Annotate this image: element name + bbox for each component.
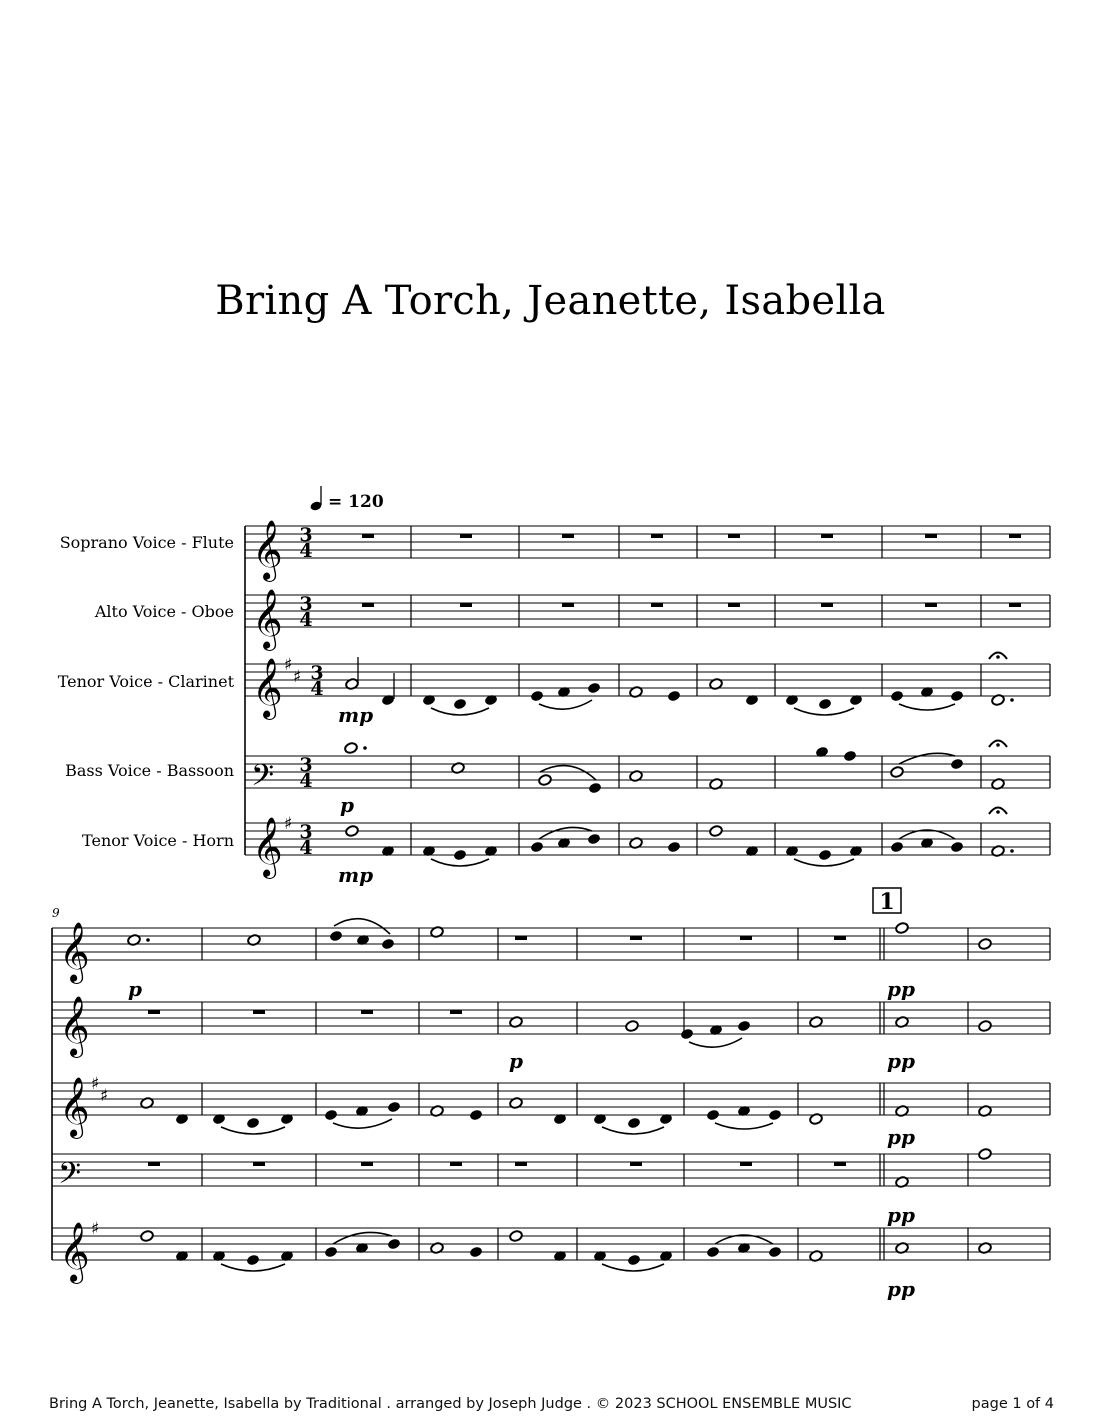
page-footer <box>49 1396 1059 1418</box>
whole-rest <box>148 1010 160 1014</box>
whole-rest <box>148 1162 160 1166</box>
whole-rest <box>834 936 846 940</box>
whole-rest <box>460 534 472 538</box>
note-group <box>785 694 863 715</box>
instrument-labels <box>58 533 235 850</box>
whole-rest <box>740 936 752 940</box>
whole-rest <box>821 603 833 607</box>
sharp-icon: ♯ <box>293 667 302 687</box>
treble-clef-icon: 𝄞 <box>59 996 90 1056</box>
system-1 <box>245 520 1050 887</box>
treble-clef-icon: 𝄞 <box>252 520 283 580</box>
treble-clef-icon: 𝄞 <box>59 1222 90 1282</box>
treble-clef-icon: 𝄞 <box>252 817 283 877</box>
footer-credit: Bring A Torch, Jeanette, Isabella by Traditional . arranged by Joseph Judge . © 2023 SCHOOL ENSEMBLE MUSIC <box>49 1396 852 1412</box>
whole-rest <box>925 603 937 607</box>
whole-rest <box>450 1010 462 1014</box>
whole-rest <box>460 603 472 607</box>
staff-clarinet-sys1 <box>245 653 1050 728</box>
whole-rest <box>361 1010 373 1014</box>
note-group <box>709 678 759 707</box>
piece-title: Bring A Torch, Jeanette, Isabella <box>215 278 886 324</box>
whole-rest <box>562 534 574 538</box>
dynamic-mark: mp <box>338 703 374 727</box>
whole-rest <box>651 603 663 607</box>
whole-rest <box>630 1162 642 1166</box>
svg-text:3: 3 <box>310 662 324 684</box>
note-group <box>422 694 498 715</box>
dynamic-mark: p <box>128 977 142 1001</box>
label-oboe: Alto Voice - Oboe <box>94 602 234 621</box>
note-group <box>530 682 601 709</box>
whole-rest <box>361 1162 373 1166</box>
rehearsal-number: 1 <box>879 889 895 915</box>
dynamic-mark: pp <box>887 977 915 1001</box>
label-flute: Soprano Voice - Flute <box>59 533 234 552</box>
label-bassoon: Bass Voice - Bassoon <box>65 761 234 780</box>
svg-text:4: 4 <box>299 837 313 859</box>
tempo-text: = 120 <box>328 492 384 512</box>
whole-rest <box>821 534 833 538</box>
whole-rest <box>253 1162 265 1166</box>
svg-text:4: 4 <box>299 609 313 631</box>
staff-bassoon-sys1 <box>245 741 1050 818</box>
barlines-sys1 <box>411 526 1050 855</box>
dynamic-mark: p <box>509 1049 523 1073</box>
page-number: page 1 of 4 <box>971 1396 1054 1412</box>
svg-text:3: 3 <box>299 754 313 776</box>
whole-rest <box>728 534 740 538</box>
bass-clef-icon: 𝄢 <box>251 759 275 800</box>
svg-text:4: 4 <box>299 770 313 792</box>
staff-oboe-sys1 <box>245 589 1050 651</box>
svg-text:3: 3 <box>299 593 313 615</box>
whole-rest <box>1009 603 1021 607</box>
treble-clef-icon: 𝄞 <box>59 922 90 982</box>
bass-clef-icon: 𝄢 <box>58 1157 82 1198</box>
label-clarinet: Tenor Voice - Clarinet <box>57 672 234 691</box>
note-group <box>989 653 1014 707</box>
whole-rest <box>515 936 527 940</box>
whole-rest <box>362 534 374 538</box>
dynamic-mark: pp <box>887 1277 915 1301</box>
svg-text:4: 4 <box>310 678 324 700</box>
whole-rest <box>651 534 663 538</box>
label-horn: Tenor Voice - Horn <box>82 831 234 850</box>
whole-rest <box>740 1162 752 1166</box>
rehearsal-mark <box>873 888 901 915</box>
whole-rest <box>834 1162 846 1166</box>
treble-clef-icon: 𝄞 <box>59 1077 90 1137</box>
whole-rest <box>728 603 740 607</box>
svg-text:4: 4 <box>299 540 313 562</box>
sharp-icon: ♯ <box>91 1219 100 1239</box>
note-group <box>890 686 964 710</box>
staff-horn-sys1 <box>245 808 1050 888</box>
staff-flute-sys1 <box>245 520 1050 582</box>
treble-clef-icon: 𝄞 <box>252 589 283 649</box>
dynamic-mark: p <box>340 793 354 817</box>
whole-rest <box>253 1010 265 1014</box>
measure-number: 9 <box>52 906 60 920</box>
whole-rest <box>1009 534 1021 538</box>
tempo-marking <box>309 486 383 512</box>
svg-text:3: 3 <box>299 524 313 546</box>
sharp-icon: ♯ <box>284 655 293 675</box>
whole-rest <box>630 936 642 940</box>
system-2 <box>52 888 1050 1301</box>
dynamic-mark: mp <box>338 863 374 887</box>
whole-rest <box>362 603 374 607</box>
whole-rest <box>562 603 574 607</box>
svg-text:3: 3 <box>299 821 313 843</box>
sharp-icon: ♯ <box>91 1074 100 1094</box>
dynamic-mark: pp <box>887 1125 915 1149</box>
whole-rest <box>925 534 937 538</box>
whole-rest <box>450 1162 462 1166</box>
barlines-sys2 <box>202 928 1050 1260</box>
sharp-icon: ♯ <box>100 1086 109 1106</box>
dynamic-mark: pp <box>887 1049 915 1073</box>
sharp-icon: ♯ <box>284 814 293 834</box>
whole-rest <box>515 1162 527 1166</box>
treble-clef-icon: 𝄞 <box>252 658 283 718</box>
dynamic-mark: pp <box>887 1203 915 1227</box>
